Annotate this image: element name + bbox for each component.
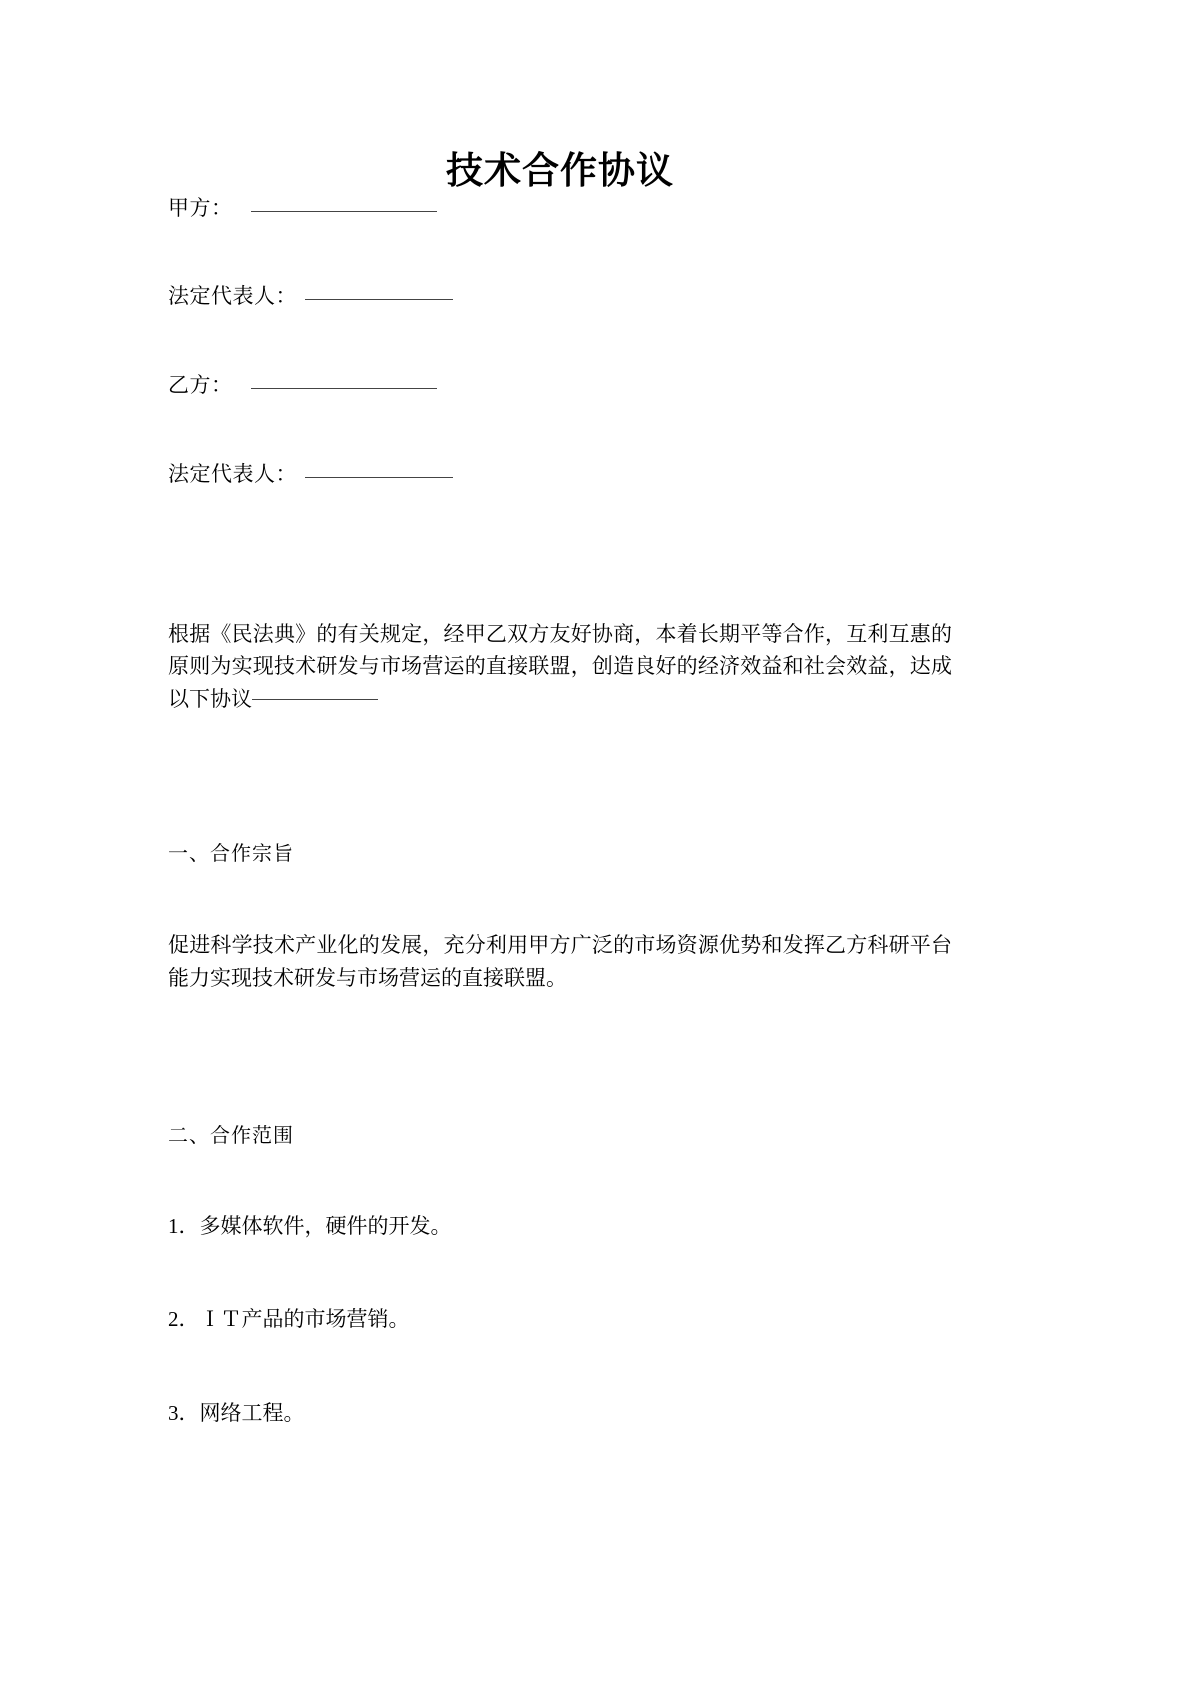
party-label: 法定代表人： [168, 283, 297, 308]
preamble-paragraph [168, 618, 952, 716]
preamble-blank-line[interactable] [252, 698, 378, 700]
party-blank-line[interactable] [305, 298, 453, 300]
party-blank-line[interactable] [251, 387, 437, 389]
party-field-first-party [168, 194, 952, 223]
section-body-purpose: 促进科学技术产业化的发展，充分利用甲方广泛的市场资源优势和发挥乙方科研平台能力实现技术研发与市场营运的直接联盟。 [168, 933, 952, 990]
party-field-first-party-rep [168, 282, 952, 311]
section-heading-purpose: 一、合作宗旨 [168, 841, 294, 866]
party-label: 法定代表人： [168, 462, 297, 487]
section-heading-scope: 二、合作范围 [168, 1122, 294, 1147]
page-title: 技术合作协议 [446, 149, 674, 192]
document-body [168, 0, 952, 1429]
preamble-text: 根据《民法典》的有关规定，经甲乙双方友好协商，本着长期平等合作，互利互惠的原则为实现技术研发与市场营运的直接联盟，创造良好的经济效益和社会效益，达成以下协议 [168, 621, 952, 711]
party-label: 乙方： [168, 373, 233, 398]
list-item: 3．网络工程。 [168, 1400, 305, 1425]
party-field-second-party [168, 371, 952, 400]
party-blank-line[interactable] [305, 476, 453, 478]
list-item: 2．ＩＴ产品的市场营销。 [168, 1307, 410, 1332]
party-label: 甲方： [168, 196, 233, 221]
list-item: 1．多媒体软件，硬件的开发。 [168, 1213, 452, 1238]
party-field-second-party-rep [168, 460, 952, 489]
party-blank-line[interactable] [251, 210, 437, 212]
